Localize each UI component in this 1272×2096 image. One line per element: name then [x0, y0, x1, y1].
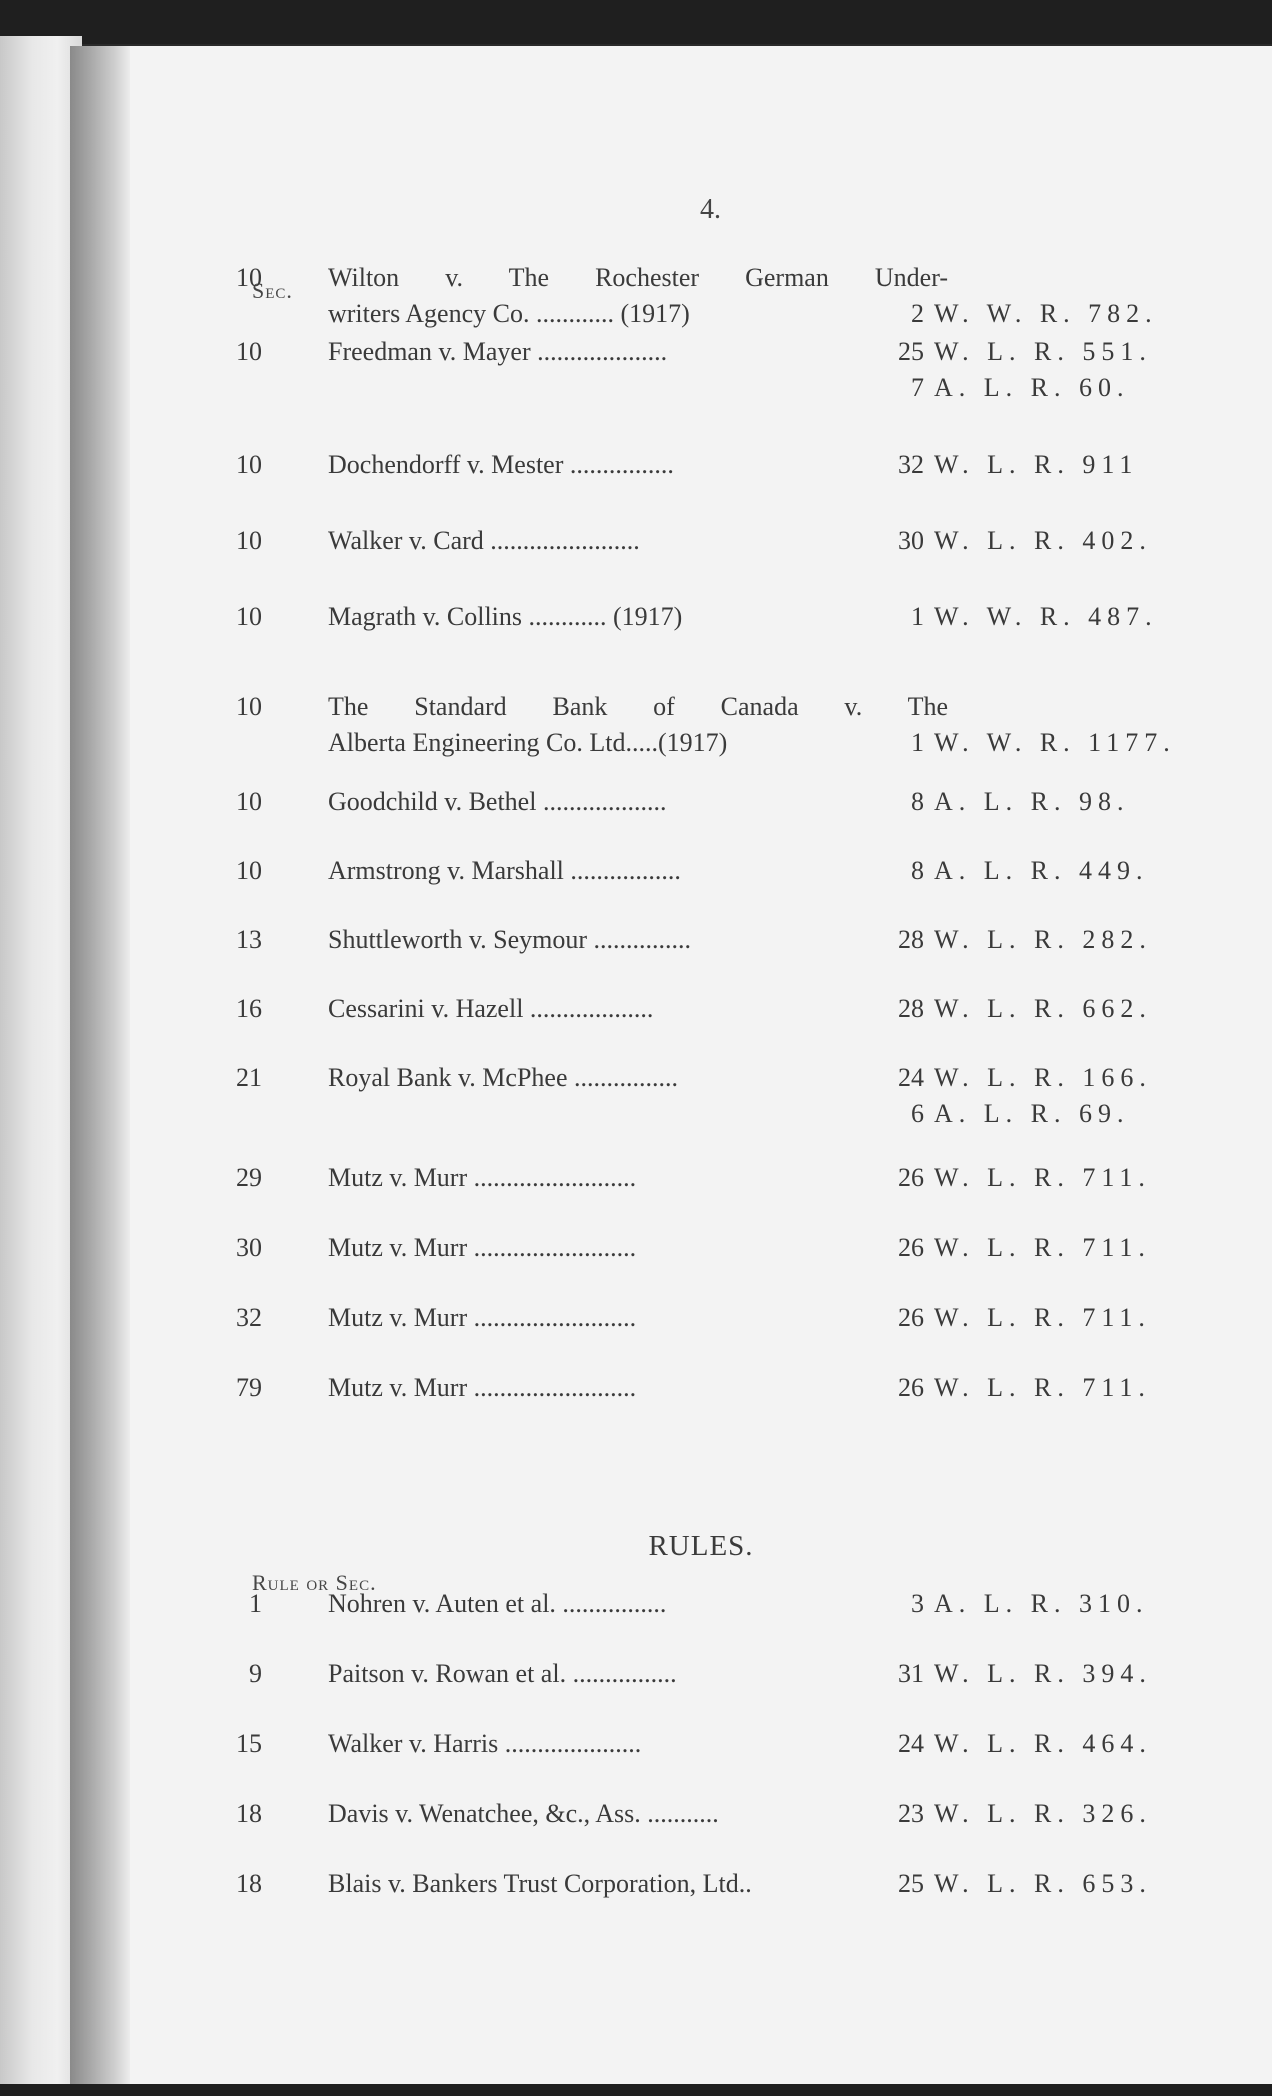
- citation-volume: 25: [898, 337, 924, 366]
- rule-entry: [70, 1656, 1272, 1692]
- citation-volume: 28: [898, 994, 924, 1023]
- citation-reporter-page: A. L. R. 310.: [934, 1589, 1149, 1618]
- citation: [888, 922, 1188, 958]
- case-name: Mutz v. Murr .........................: [328, 1233, 637, 1262]
- section-column-heading: Sec.: [252, 278, 293, 303]
- entry-line: [70, 1060, 1272, 1096]
- citation: [888, 370, 1188, 406]
- citation-volume: 1: [911, 728, 924, 757]
- entry-line: [70, 523, 1272, 559]
- rules-title: RULES.: [648, 1530, 754, 1562]
- entry-line: [70, 370, 1272, 406]
- citation-reporter-page: A. L. R. 69.: [934, 1099, 1130, 1128]
- citation: [888, 1370, 1188, 1406]
- citation: [888, 1866, 1188, 1902]
- entry-line: [70, 1370, 1272, 1406]
- citation: [888, 784, 1188, 820]
- citation: [888, 1796, 1188, 1832]
- page-number: 4.: [700, 194, 721, 225]
- section-number: 13: [236, 925, 262, 954]
- section-number: 10: [236, 602, 262, 631]
- entry-line: [70, 853, 1272, 889]
- citation-volume: 26: [898, 1303, 924, 1332]
- section-number: 79: [236, 1373, 262, 1402]
- entry-line: [70, 1096, 1272, 1132]
- section-entry: [70, 1060, 1272, 1132]
- section-number: 10: [236, 526, 262, 555]
- section-entry: [70, 1300, 1272, 1336]
- section-number: 10: [236, 450, 262, 479]
- section-number: 10: [236, 856, 262, 885]
- citation-reporter-page: W. L. R. 551.: [934, 337, 1152, 366]
- case-name: Mutz v. Murr .........................: [328, 1373, 637, 1402]
- citation: [888, 1586, 1188, 1622]
- citation: [888, 296, 1188, 332]
- section-number: 21: [236, 1063, 262, 1092]
- citation: [888, 853, 1188, 889]
- section-number: 18: [236, 1869, 262, 1898]
- entry-line: [70, 991, 1272, 1027]
- section-entry: [70, 260, 1272, 332]
- citation: [888, 1160, 1188, 1196]
- section-entry: [70, 784, 1272, 820]
- citation-volume: 28: [898, 925, 924, 954]
- section-entry: [70, 1370, 1272, 1406]
- citation: [888, 599, 1188, 635]
- citation-volume: 8: [911, 856, 924, 885]
- citation-volume: 7: [911, 373, 924, 402]
- entry-line: [70, 599, 1272, 635]
- citation-reporter-page: A. L. R. 60.: [934, 373, 1130, 402]
- section-number: 29: [236, 1163, 262, 1192]
- citation: [888, 1726, 1188, 1762]
- section-entry: [70, 922, 1272, 958]
- section-entry: [70, 1230, 1272, 1266]
- case-name: Mutz v. Murr .........................: [328, 1303, 637, 1332]
- citation: [888, 991, 1188, 1027]
- entry-line: [70, 1300, 1272, 1336]
- section-entry: [70, 991, 1272, 1027]
- entry-line: [70, 689, 1272, 725]
- citation-volume: 31: [898, 1659, 924, 1688]
- section-number: 1: [249, 1589, 262, 1618]
- section-entry: [70, 689, 1272, 761]
- entry-line: [70, 1656, 1272, 1692]
- citation-volume: 24: [898, 1729, 924, 1758]
- citation-reporter-page: W. L. R. 326.: [934, 1799, 1152, 1828]
- rule-entry: [70, 1796, 1272, 1832]
- case-name: Davis v. Wenatchee, &c., Ass. ...........: [328, 1799, 719, 1828]
- entry-line: [70, 260, 1272, 296]
- citation-reporter-page: W. L. R. 402.: [934, 526, 1152, 555]
- case-name: Shuttleworth v. Seymour ...............: [328, 925, 692, 954]
- entry-line: [70, 1866, 1272, 1902]
- citation-volume: 6: [911, 1099, 924, 1128]
- rule-entry: [70, 1726, 1272, 1762]
- case-name: Wilton v. The Rochester German Under-: [328, 263, 948, 292]
- citation-reporter-page: W. L. R. 282.: [934, 925, 1152, 954]
- citation-volume: 26: [898, 1373, 924, 1402]
- case-name: Royal Bank v. McPhee ................: [328, 1063, 678, 1092]
- section-number: 15: [236, 1729, 262, 1758]
- citation-volume: 1: [911, 602, 924, 631]
- citation: [888, 1300, 1188, 1336]
- scan-top-edge: [0, 0, 1272, 44]
- case-name: writers Agency Co. ............ (1917): [328, 299, 690, 328]
- case-name: The Standard Bank of Canada v. The: [328, 692, 948, 721]
- case-name: Dochendorff v. Mester ................: [328, 450, 674, 479]
- citation-reporter-page: W. L. R. 711.: [934, 1373, 1151, 1402]
- citation-reporter-page: W. L. R. 911: [934, 450, 1139, 479]
- citation-reporter-page: A. L. R. 449.: [934, 856, 1149, 885]
- section-entry: [70, 334, 1272, 406]
- citation: [888, 523, 1188, 559]
- case-name: Goodchild v. Bethel ...................: [328, 787, 667, 816]
- rule-column-heading: Rule or Sec.: [252, 1570, 377, 1595]
- entry-line: [70, 725, 1272, 761]
- case-name: Cessarini v. Hazell ...................: [328, 994, 654, 1023]
- citation-reporter-page: W. W. R. 782.: [934, 299, 1158, 328]
- citation-volume: 24: [898, 1063, 924, 1092]
- case-name: Nohren v. Auten et al. ................: [328, 1589, 667, 1618]
- entry-line: [70, 922, 1272, 958]
- citation: [888, 1656, 1188, 1692]
- entry-line: [70, 334, 1272, 370]
- rule-entry: [70, 1586, 1272, 1622]
- section-number: 10: [236, 263, 262, 292]
- case-name: Alberta Engineering Co. Ltd.....(1917): [328, 728, 728, 757]
- citation-volume: 32: [898, 450, 924, 479]
- citation-volume: 30: [898, 526, 924, 555]
- citation: [888, 447, 1188, 483]
- entry-line: [70, 1586, 1272, 1622]
- section-number: 10: [236, 337, 262, 366]
- scan-bottom-edge: [0, 2084, 1272, 2096]
- citation-reporter-page: W. L. R. 166.: [934, 1063, 1152, 1092]
- entry-line: [70, 447, 1272, 483]
- section-number: 10: [236, 692, 262, 721]
- citation-reporter-page: A. L. R. 98.: [934, 787, 1130, 816]
- citation-volume: 26: [898, 1233, 924, 1262]
- rule-entry: [70, 1866, 1272, 1902]
- case-name: Armstrong v. Marshall .................: [328, 856, 681, 885]
- section-number: 9: [249, 1659, 262, 1688]
- citation-reporter-page: W. L. R. 653.: [934, 1869, 1152, 1898]
- citation-volume: 3: [911, 1589, 924, 1618]
- citation-volume: 2: [911, 299, 924, 328]
- citation-reporter-page: W. L. R. 394.: [934, 1659, 1152, 1688]
- section-number: 16: [236, 994, 262, 1023]
- citation-reporter-page: W. W. R. 487.: [934, 602, 1158, 631]
- citation-reporter-page: W. L. R. 711.: [934, 1303, 1151, 1332]
- citation-reporter-page: W. L. R. 464.: [934, 1729, 1152, 1758]
- citation-volume: 26: [898, 1163, 924, 1192]
- citation-volume: 23: [898, 1799, 924, 1828]
- citation-reporter-page: W. L. R. 711.: [934, 1163, 1151, 1192]
- case-name: Walker v. Harris .....................: [328, 1729, 642, 1758]
- citation-reporter-page: W. W. R. 1177.: [934, 728, 1176, 757]
- section-number: 32: [236, 1303, 262, 1332]
- citation-reporter-page: W. L. R. 662.: [934, 994, 1152, 1023]
- section-number: 18: [236, 1799, 262, 1828]
- case-name: Magrath v. Collins ............ (1917): [328, 602, 683, 631]
- section-number: 10: [236, 787, 262, 816]
- case-name: Walker v. Card .......................: [328, 526, 640, 555]
- book-page: [70, 46, 1272, 2086]
- citation: [888, 334, 1188, 370]
- section-entry: [70, 853, 1272, 889]
- entry-line: [70, 1160, 1272, 1196]
- citation-volume: 25: [898, 1869, 924, 1898]
- entry-line: [70, 296, 1272, 332]
- citation: [888, 725, 1188, 761]
- entry-line: [70, 1230, 1272, 1266]
- case-name: Mutz v. Murr .........................: [328, 1163, 637, 1192]
- section-entry: [70, 447, 1272, 483]
- entry-line: [70, 1726, 1272, 1762]
- citation-reporter-page: W. L. R. 711.: [934, 1233, 1151, 1262]
- case-name: Freedman v. Mayer ....................: [328, 337, 668, 366]
- citation: [888, 1096, 1188, 1132]
- citation: [888, 1060, 1188, 1096]
- section-entry: [70, 1160, 1272, 1196]
- section-entry: [70, 523, 1272, 559]
- citation-volume: 8: [911, 787, 924, 816]
- case-name: Blais v. Bankers Trust Corporation, Ltd..: [328, 1869, 752, 1898]
- entry-line: [70, 784, 1272, 820]
- entry-line: [70, 1796, 1272, 1832]
- citation: [888, 1230, 1188, 1266]
- section-number: 30: [236, 1233, 262, 1262]
- section-entry: [70, 599, 1272, 635]
- case-name: Paitson v. Rowan et al. ................: [328, 1659, 677, 1688]
